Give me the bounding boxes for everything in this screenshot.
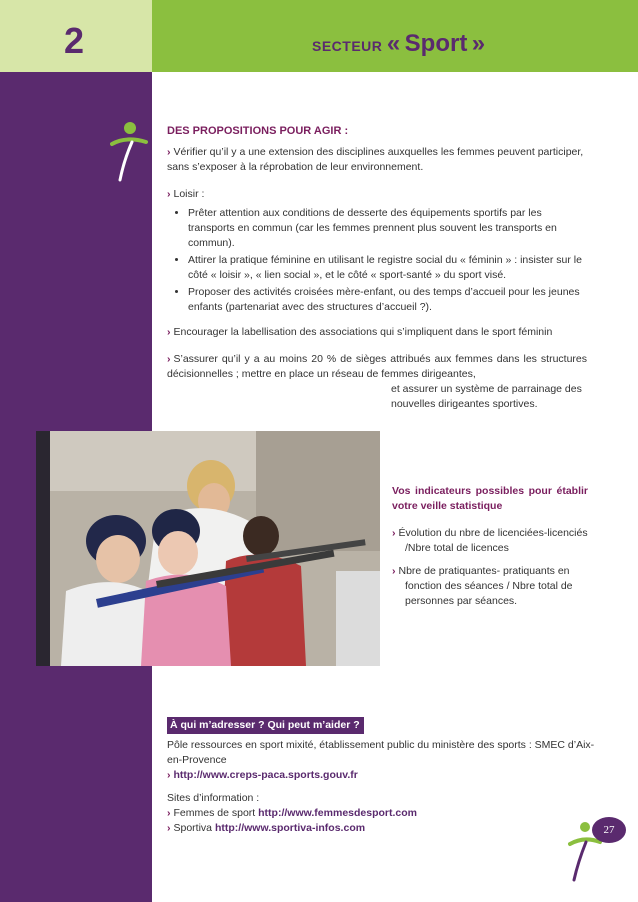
chevron-right-icon: › (167, 769, 171, 781)
indicators-section (392, 484, 588, 617)
site-name: Femmes de sport (173, 807, 256, 819)
sector-open-quote: « (386, 30, 401, 57)
indicators-title: Vos indicateurs possibles pour établir votre veille statistique (392, 485, 588, 512)
proposition-text: S’assurer qu’il y a au moins 20 % de sièges attribués aux femmes dans les structures décisionnelles ; mettre en place un réseau de femmes dirigeantes, (167, 353, 587, 380)
chapter-number: 2 (64, 20, 85, 61)
sector-name: Sport (404, 30, 468, 57)
indicator-item (392, 526, 588, 556)
chevron-right-icon: › (167, 326, 171, 338)
proposition-continuation: et assurer un système de parrainage des nouvelles dirigeantes sportives. (391, 383, 582, 410)
chevron-right-icon: › (167, 353, 171, 365)
chevron-right-icon: › (392, 527, 396, 539)
site-name: Sportiva (173, 822, 213, 834)
propositions-section (167, 124, 587, 424)
sector-title (312, 30, 485, 58)
chevron-right-icon: › (167, 822, 171, 834)
loisir-label: Loisir : (173, 188, 205, 200)
resources-intro: Pôle ressources en sport mixité, établissement public du ministère des sports : SMEC d’Aix-en-Provence (167, 739, 595, 766)
indicator-item (392, 564, 588, 609)
site-item (167, 821, 597, 836)
sportiva-link[interactable]: http://www.sportiva-infos.com (214, 822, 366, 834)
sites-label: Sites d’information : (167, 792, 260, 804)
bullet-item: • Proposer des activités croisées mère-enfant, ou des temps d’accueil pour les jeunes enfants (partenariat avec des structures d’accueil ?). (188, 285, 587, 315)
propositions-heading: DES PROPOSITIONS POUR AGIR : (167, 125, 349, 137)
creps-link[interactable]: http://www.creps-paca.sports.gouv.fr (173, 769, 358, 781)
proposition-item (167, 145, 587, 175)
bullet-item: • Attirer la pratique féminine en utilisant le registre social du « féminin » : insister sur le côté « loisir », « lien social », et le côté « sport-santé » du sport visé. (188, 253, 587, 283)
chevron-right-icon: › (167, 807, 171, 819)
chevron-right-icon: › (167, 188, 171, 200)
athlete-emblem-icon (110, 122, 150, 184)
indicator-text: Nbre de pratiquantes- pratiquants en fonction des séances / Nbre total de personnes par séances. (398, 565, 573, 607)
proposition-item (167, 352, 587, 382)
femmesdesport-link[interactable]: http://www.femmesdesport.com (258, 807, 418, 819)
resource-link-item (167, 768, 597, 783)
proposition-item (167, 325, 587, 340)
page-number-badge: 27 (592, 817, 626, 843)
proposition-text: Encourager la labellisation des associations qui s’impliquent dans le sport féminin (173, 326, 553, 338)
indicator-text: Évolution du nbre de licenciées-licenciés /Nbre total de licences (398, 527, 588, 554)
proposition-text: Vérifier qu’il y a une extension des disciplines auxquelles les femmes peuvent participer, sans s’exposer à la réprobation de leur environnement. (167, 146, 584, 173)
shooting-children-photo (36, 431, 380, 666)
bullet-item: • Prêter attention aux conditions de desserte des équipements sportifs par les transports en commun (car les femmes prennent plus souvent les transports en commun). (188, 206, 587, 251)
sector-close-quote: » (471, 30, 486, 57)
resources-section (167, 717, 597, 836)
resources-heading: À qui m’adresser ? Qui peut m’aider ? (167, 717, 364, 734)
chevron-right-icon: › (167, 146, 171, 158)
proposition-item (167, 187, 587, 202)
loisir-bullet-list (167, 206, 587, 315)
site-item (167, 806, 597, 821)
chevron-right-icon: › (392, 565, 396, 577)
sector-prefix: SECTEUR (312, 38, 383, 54)
